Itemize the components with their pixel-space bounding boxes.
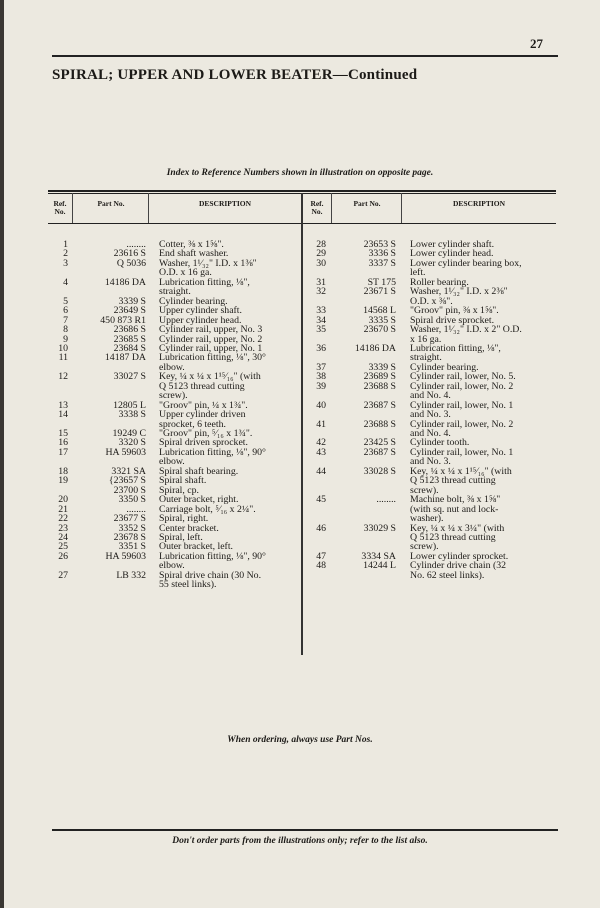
part-number-cell: 23685 S: [113, 333, 146, 345]
description-cell: Lower cylinder head.: [410, 248, 494, 260]
description-cell: straight.: [159, 286, 191, 298]
description-cell: x 16 ga.: [410, 333, 442, 345]
description-cell: Lower cylinder sprocket.: [410, 550, 509, 562]
description-cell: Machine bolt, ⅜ x 1⅝": [410, 494, 501, 506]
description-cell: No. 62 steel links).: [410, 569, 485, 581]
ref-cell: 3: [63, 257, 68, 269]
header-desc-right: DESCRIPTION: [452, 199, 506, 208]
ref-cell: 6: [63, 305, 68, 317]
part-number-cell: 23671 S: [363, 286, 396, 298]
table-top-rule: [48, 190, 556, 192]
ref-cell: 23: [58, 522, 68, 534]
ref-cell: 7: [63, 314, 68, 326]
description-cell: Q 5123 thread cutting: [410, 531, 496, 543]
ref-cell: 27: [58, 569, 68, 581]
description-cell: Key, ¼ x ¼ x 1¹⁵⁄₁₆" (with: [159, 371, 261, 383]
description-cell: Carriage bolt, ⁵⁄₁₆ x 2¼".: [159, 503, 256, 515]
ref-cell: 15: [58, 428, 68, 439]
page-number: 27: [530, 36, 543, 51]
ref-cell: 37: [316, 361, 326, 373]
ref-cell: 24: [58, 531, 68, 543]
description-cell: Lubrication fitting, ⅛",: [410, 342, 501, 354]
part-number-cell: ST 175: [367, 276, 396, 288]
part-number-cell: 3352 S: [118, 522, 146, 534]
part-number-cell: 23649 S: [113, 305, 146, 317]
part-number-cell: 3339 S: [118, 295, 146, 307]
description-cell: and No. 3.: [410, 409, 451, 421]
description-cell: Lubrication fitting, ⅛", 30°: [159, 352, 266, 364]
ref-cell: 1: [63, 239, 68, 250]
part-number-cell: 3351 S: [118, 541, 146, 553]
page-title: SPIRAL; UPPER AND LOWER BEATER—Continued: [52, 67, 418, 83]
description-cell: and No. 4.: [410, 428, 451, 439]
description-cell: Cylinder rail, lower, No. 2: [410, 380, 514, 392]
ref-cell: 20: [58, 494, 68, 506]
parts-table: [48, 190, 556, 750]
ref-cell: 31: [316, 276, 326, 288]
ref-cell: 5: [63, 295, 68, 307]
description-cell: Cylinder rail, lower, No. 5.: [410, 371, 516, 383]
col-divider: [72, 193, 73, 223]
part-number-cell: ........: [126, 239, 146, 250]
description-cell: Cylinder drive chain (32: [410, 560, 507, 572]
top-rule: [52, 55, 558, 57]
description-cell: elbow.: [159, 456, 185, 468]
part-number-cell: {23657 S: [108, 475, 146, 487]
ref-cell: 9: [63, 333, 68, 345]
ref-cell: 39: [316, 380, 326, 392]
col-divider: [148, 193, 149, 223]
description-cell: washer).: [410, 513, 444, 525]
index-caption: Index to Reference Numbers shown in illustration on opposite page.: [166, 168, 434, 178]
part-number-cell: ........: [376, 494, 396, 506]
description-cell: Washer, 1¹⁄₃₂" I.D. x 2⅜": [410, 286, 508, 298]
description-cell: left.: [410, 267, 426, 279]
center-divider: [301, 193, 303, 655]
part-number-cell: 23678 S: [113, 531, 146, 543]
description-cell: Roller bearing.: [410, 276, 469, 288]
description-cell: Spiral drive chain (30 No.: [159, 569, 262, 581]
ref-cell: 30: [316, 257, 326, 269]
part-number-cell: 14186 DA: [104, 276, 146, 288]
part-number-cell: 14244 L: [363, 560, 396, 572]
description-cell: Cylinder rail, lower, No. 1: [410, 399, 514, 411]
description-cell: screw).: [410, 484, 439, 496]
ref-cell: 2: [63, 248, 68, 260]
description-cell: End shaft washer.: [159, 248, 229, 260]
ref-cell: 45: [316, 494, 326, 506]
part-number-cell: 23686 S: [113, 324, 146, 336]
part-number-cell: 19249 C: [112, 428, 146, 439]
ref-cell: 25: [58, 541, 68, 553]
description-cell: Lubrication fitting, ⅛", 90°: [159, 550, 266, 562]
col-divider: [401, 193, 402, 223]
ref-cell: 35: [316, 324, 326, 336]
description-cell: Outer bracket, left.: [159, 541, 233, 553]
part-number-cell: 3339 S: [368, 361, 396, 373]
ref-cell: 36: [316, 342, 326, 354]
bottom-rule: [52, 829, 558, 831]
description-cell: Cylinder rail, upper, No. 1: [159, 342, 263, 354]
ref-cell: 42: [316, 437, 326, 449]
part-number-cell: 3350 S: [118, 494, 146, 506]
part-number-cell: 3320 S: [118, 437, 146, 449]
part-number-cell: 23670 S: [363, 324, 396, 336]
description-cell: "Groov" pin, ⅜ x 1⅝".: [410, 305, 499, 317]
description-cell: Spiral shaft bearing.: [159, 465, 239, 477]
ref-cell: 40: [316, 399, 326, 411]
description-cell: Cylinder tooth.: [410, 437, 470, 449]
part-number-cell: HA 59603: [105, 550, 146, 562]
ref-cell: 13: [58, 399, 68, 411]
description-cell: Cylinder rail, upper, No. 2: [159, 333, 263, 345]
description-cell: Q 5123 thread cutting: [410, 475, 496, 487]
header-part-left: Part No.: [97, 199, 125, 208]
part-number-cell: 3337 S: [368, 257, 396, 269]
part-number-cell: 23687 S: [363, 446, 396, 458]
description-cell: Cylinder bearing.: [159, 295, 228, 307]
description-cell: "Groov" pin, ⁵⁄₁₆ x 1¾".: [159, 428, 253, 439]
description-cell: elbow.: [159, 361, 185, 373]
ref-cell: 18: [58, 465, 68, 477]
part-number-cell: 3336 S: [368, 248, 396, 260]
part-number-cell: Q 5036: [116, 257, 146, 269]
ref-cell: 16: [58, 437, 68, 449]
description-cell: (with sq. nut and lock-: [410, 503, 499, 515]
description-cell: Cylinder rail, upper, No. 3: [159, 324, 263, 336]
part-number-cell: 3338 S: [118, 409, 146, 421]
description-cell: Q 5123 thread cutting: [159, 380, 245, 392]
description-cell: Spiral drive sprocket.: [410, 314, 495, 326]
ref-cell: 46: [316, 522, 326, 534]
part-number-cell: 23677 S: [113, 513, 146, 525]
ref-cell: 34: [316, 314, 326, 326]
description-cell: 55 steel links).: [159, 579, 217, 591]
part-number-cell: LB 332: [116, 569, 146, 581]
ref-cell: 17: [58, 446, 68, 458]
ref-cell: 33: [316, 305, 326, 317]
part-number-cell: 23700 S: [113, 484, 146, 496]
description-cell: Spiral, cp.: [159, 484, 199, 496]
header-desc-left: DESCRIPTION: [198, 199, 252, 208]
description-cell: Upper cylinder head.: [159, 314, 242, 326]
ref-cell: 22: [58, 513, 68, 525]
ref-cell: 43: [316, 446, 326, 458]
description-cell: Key, ¼ x ¼ x 3¼" (with: [410, 522, 505, 534]
part-number-cell: 23684 S: [113, 342, 146, 354]
part-number-cell: 23425 S: [363, 437, 396, 449]
part-number-cell: 23688 S: [363, 418, 396, 430]
part-number-cell: 23689 S: [363, 371, 396, 383]
part-number-cell: 23687 S: [363, 399, 396, 411]
description-cell: Outer bracket, right.: [159, 494, 239, 506]
ref-cell: 26: [58, 550, 68, 562]
ref-cell: 38: [316, 371, 326, 383]
ref-cell: 10: [58, 342, 68, 354]
header-ref-left: Ref. No.: [53, 199, 67, 216]
description-cell: Spiral, left.: [159, 531, 203, 543]
ref-cell: 14: [58, 409, 68, 421]
description-cell: sprocket, 6 teeth.: [159, 418, 226, 430]
description-cell: "Groov" pin, ¼ x 1¾".: [159, 399, 248, 411]
description-cell: O.D. x ⅜".: [410, 295, 453, 307]
description-cell: screw).: [410, 541, 439, 553]
description-cell: and No. 4.: [410, 390, 451, 402]
part-number-cell: HA 59603: [105, 446, 146, 458]
description-cell: Lower cylinder shaft.: [410, 239, 495, 250]
description-cell: Cylinder bearing.: [410, 361, 479, 373]
part-number-cell: 23653 S: [363, 239, 396, 250]
part-number-cell: 3321 SA: [111, 465, 146, 477]
description-cell: Lubrication fitting, ⅛",: [159, 276, 250, 288]
col-divider: [331, 193, 332, 223]
part-number-cell: 14186 DA: [354, 342, 396, 354]
description-cell: Upper cylinder shaft.: [159, 305, 242, 317]
description-cell: Lower cylinder bearing box,: [410, 257, 522, 269]
part-number-cell: 33028 S: [363, 465, 396, 477]
header-ref-right: Ref. No.: [310, 199, 324, 216]
description-cell: O.D. x 16 ga.: [159, 267, 212, 279]
part-number-cell: 33029 S: [363, 522, 396, 534]
description-cell: Spiral shaft.: [159, 475, 207, 487]
description-cell: Lubrication fitting, ⅛", 90°: [159, 446, 266, 458]
ref-cell: 21: [58, 503, 68, 515]
description-cell: and No. 3.: [410, 456, 451, 468]
part-number-cell: 3334 SA: [361, 550, 396, 562]
part-number-cell: 23688 S: [363, 380, 396, 392]
part-number-cell: 12805 L: [113, 399, 146, 411]
ref-cell: 29: [316, 248, 326, 260]
part-number-cell: 33027 S: [113, 371, 146, 383]
description-cell: Spiral, right.: [159, 513, 209, 525]
ref-cell: 19: [58, 475, 68, 487]
ref-cell: 32: [316, 286, 326, 298]
description-cell: elbow.: [159, 560, 185, 572]
ref-cell: 41: [316, 418, 326, 430]
description-cell: Cylinder rail, lower, No. 2: [410, 418, 514, 430]
ref-cell: 8: [63, 324, 68, 336]
description-cell: Key, ¼ x ¼ x 1¹⁵⁄₁₆" (with: [410, 465, 512, 477]
description-cell: straight.: [410, 352, 442, 364]
description-cell: Spiral driven sprocket.: [159, 437, 248, 449]
ref-cell: 47: [316, 550, 326, 562]
binding-edge: [0, 0, 4, 908]
header-part-right: Part No.: [353, 199, 381, 208]
ref-cell: 48: [316, 560, 326, 572]
description-cell: Cylinder rail, lower, No. 1: [410, 446, 514, 458]
description-cell: screw).: [159, 390, 188, 402]
description-cell: Cotter, ⅜ x 1⅝".: [159, 239, 224, 250]
ref-cell: 44: [316, 465, 326, 477]
bottom-note: Don't order parts from the illustrations only; refer to the list also.: [172, 836, 428, 846]
description-cell: Upper cylinder driven: [159, 409, 246, 421]
ref-cell: 11: [58, 352, 68, 364]
ref-cell: 4: [63, 276, 68, 288]
ref-cell: 12: [58, 371, 68, 383]
part-number-cell: 3335 S: [368, 314, 396, 326]
part-number-cell: 14187 DA: [104, 352, 146, 364]
part-number-cell: 450 873 R1: [100, 314, 146, 326]
description-cell: Center bracket.: [159, 522, 219, 534]
part-number-cell: 23616 S: [113, 248, 146, 260]
part-number-cell: 14568 L: [363, 305, 396, 317]
description-cell: Washer, 1¹⁄₃₂" I.D. x 1⅜": [159, 257, 257, 269]
ref-cell: 28: [316, 239, 326, 250]
part-number-cell: ........: [126, 503, 146, 515]
ordering-note: When ordering, always use Part Nos.: [227, 735, 373, 745]
description-cell: Washer, 1¹⁄₃₂" I.D. x 2" O.D.: [410, 324, 522, 336]
